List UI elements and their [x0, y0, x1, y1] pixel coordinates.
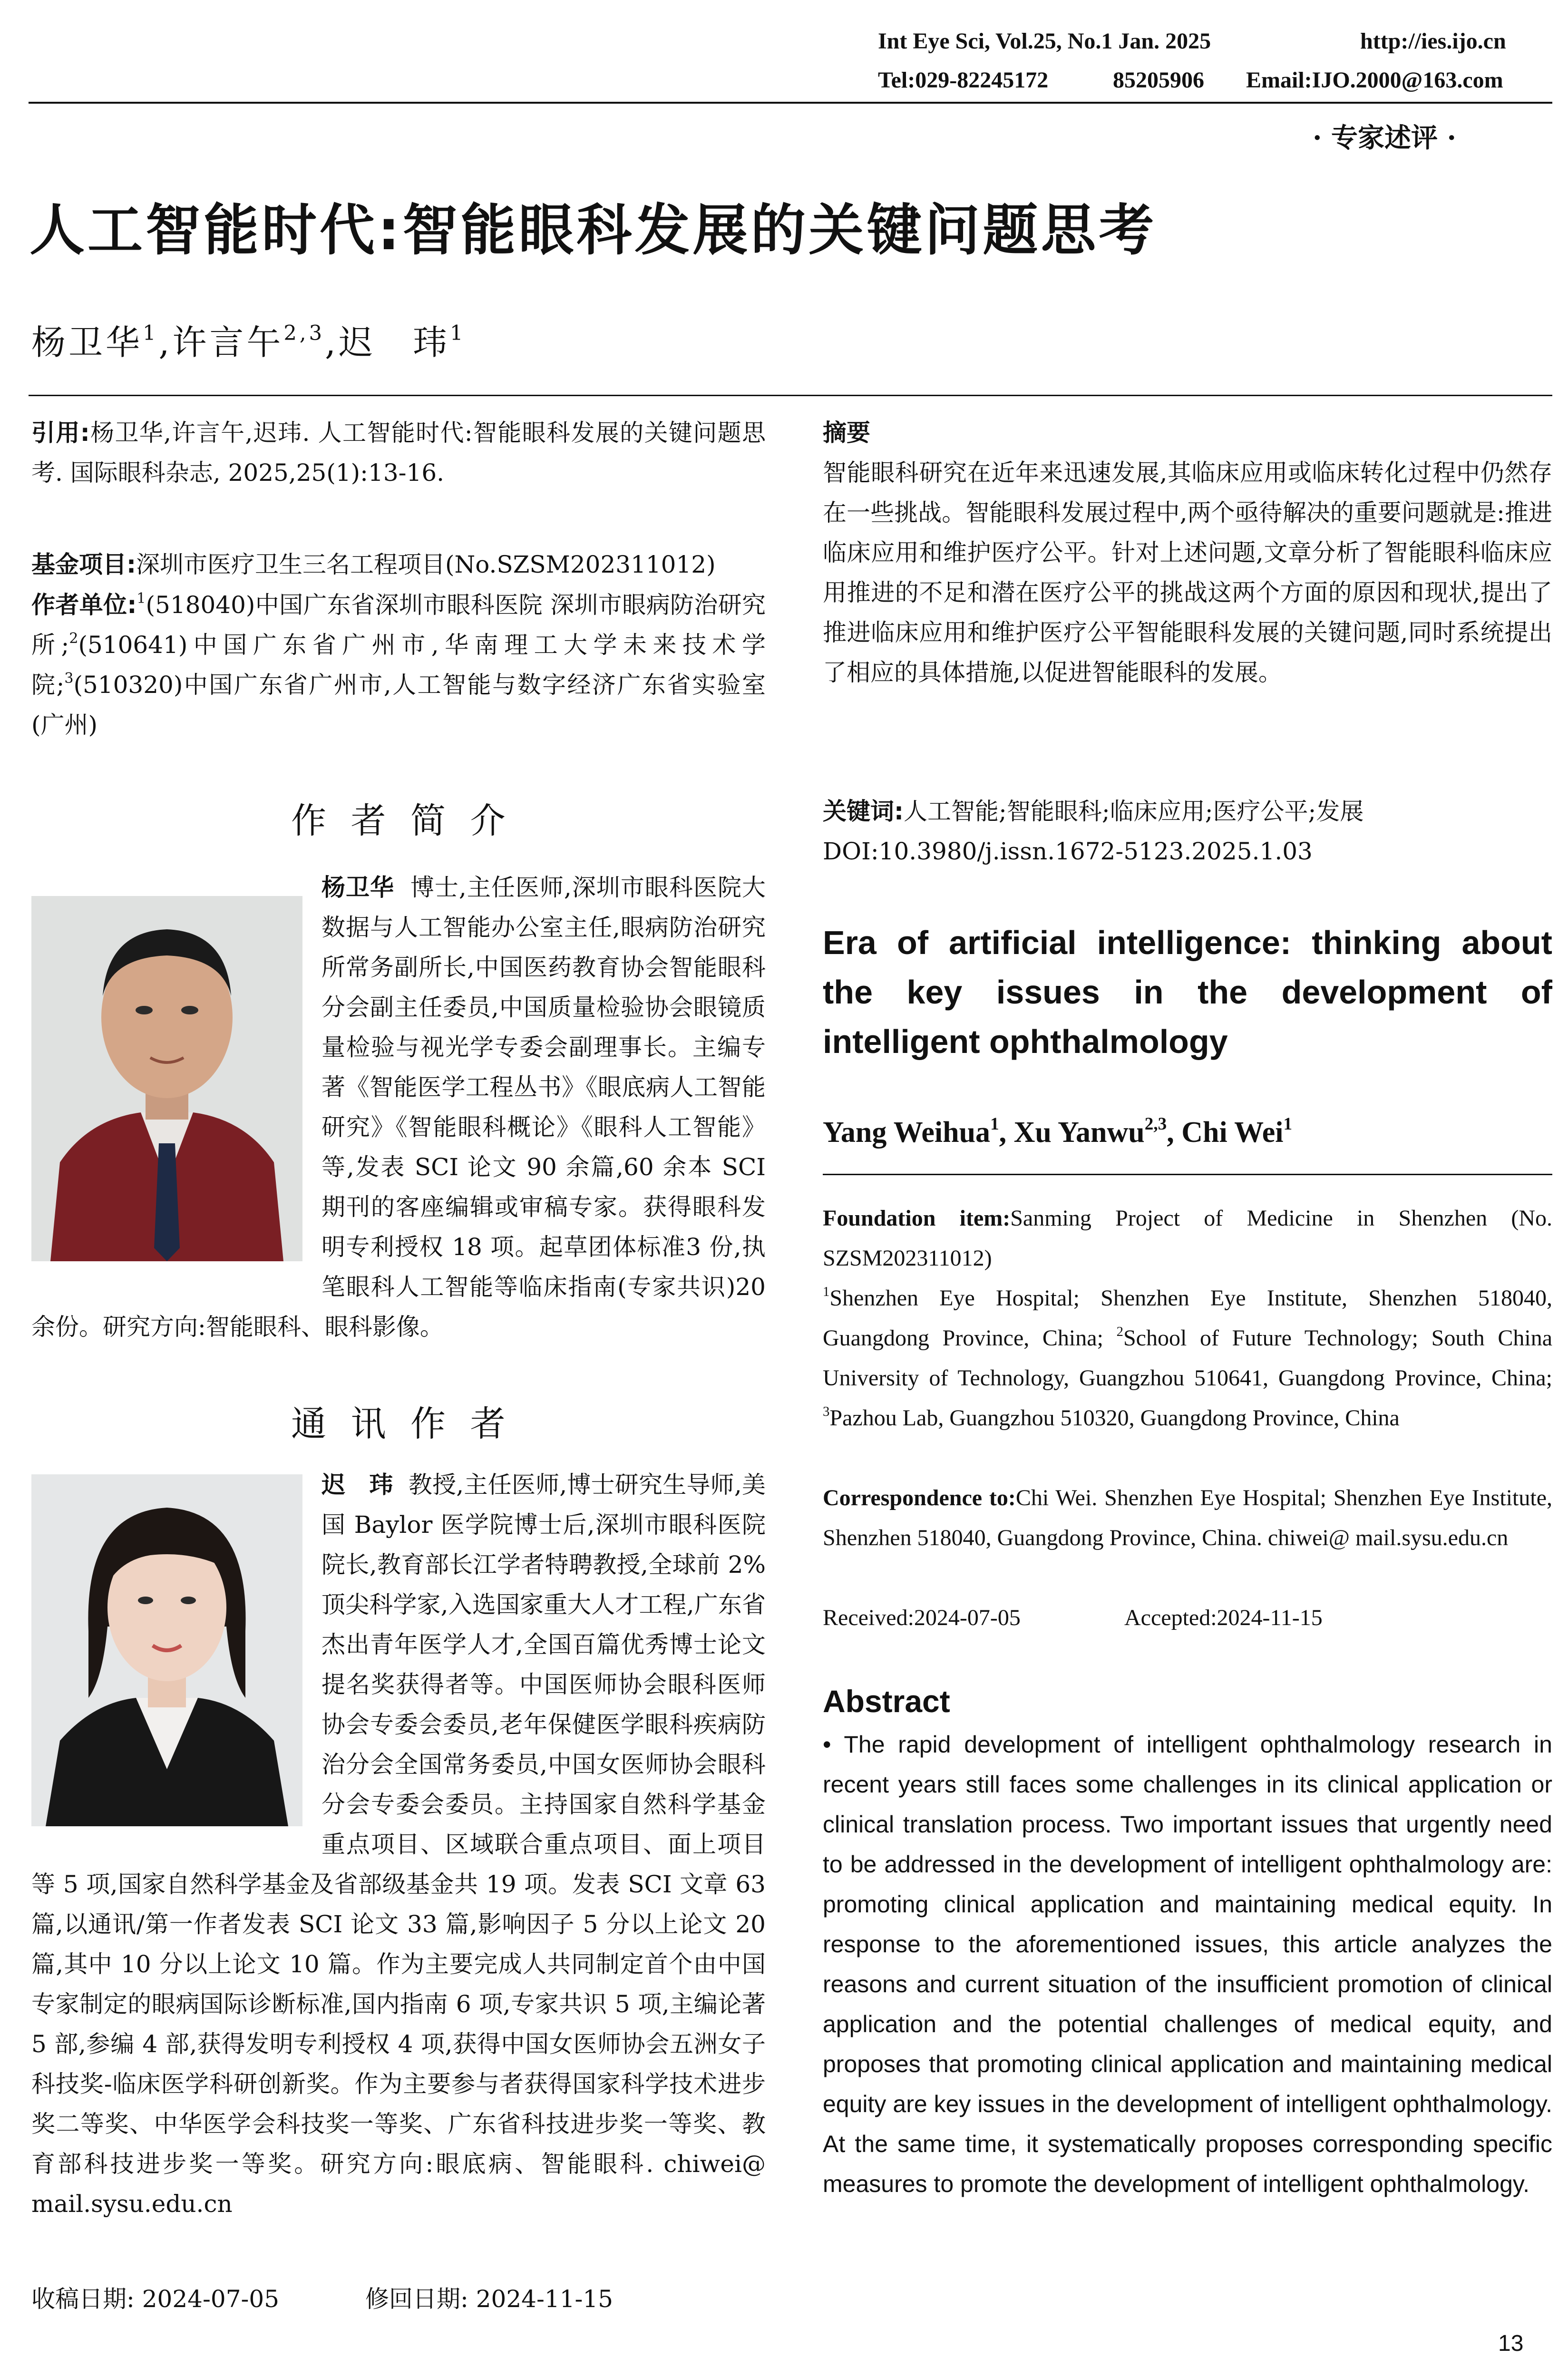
author-sup: 1 [450, 321, 466, 345]
doi[interactable]: DOI:10.3980/j.issn.1672-5123.2025.1.03 [823, 838, 1313, 865]
authors-cn: 杨卫华$^1$,许言午$^{2,3}$,迟 玮$^1$ [31, 321, 466, 362]
received-date-cn: 收稿日期: 2024-07-05 [31, 2285, 280, 2313]
author-sup: 2,3 [1144, 1114, 1167, 1134]
affil-text: School of Future Technology; South China University of Technology, Guangzhou 510641, Guangdong Province, China; [823, 1325, 1552, 1391]
author-name-en: Yang Weihua [823, 1116, 991, 1149]
foundation-label: Foundation item: [823, 1206, 1011, 1231]
affil-sup: 1 [823, 1284, 830, 1299]
foundation-text: Sanming Project of Medicine in Shenzhen (No. SZSM202311012) [823, 1206, 1552, 1271]
correspondence-text: Chi Wei. Shenzhen Eye Hospital; Shenzhen Eye Institute, Shenzhen 518040, Guangdong Province, China. chiwei@ mail.sysu.edu.cn [823, 1485, 1553, 1550]
affil-text: (510641)中国广东省广州市,华南理工大学未来技术学院; [31, 631, 766, 699]
affiliations-en [823, 1278, 1552, 1438]
foundation-en [823, 1198, 1552, 1278]
affil-sup: 3 [64, 670, 74, 687]
authors-en: Yang Weihua$^1$, Xu Yanwu$^{2,3}$, Chi Wei$^1$ [823, 1114, 1293, 1149]
journal-tel2: 85205906 [1113, 68, 1204, 93]
affiliations-cn [31, 585, 766, 745]
keywords-cn [823, 791, 1552, 831]
citation [31, 413, 766, 493]
revised-date-cn: 修回日期: 2024-11-15 [365, 2285, 614, 2313]
keywords-text: 人工智能;智能眼科;临床应用;医疗公平;发展 [904, 798, 1364, 825]
author-sup: 2,3 [283, 321, 325, 345]
affil-sup: 3 [823, 1403, 830, 1419]
abstract-en-heading: Abstract [823, 1684, 950, 1719]
bio-heading-corresponding: 通 讯 作 者 [291, 1403, 512, 1444]
affil-sup: 2 [69, 630, 78, 647]
abstract-cn-text: 智能眼科研究在近年来迅速发展,其临床应用或临床转化过程中仍然存在一些挑战。智能眼科发展过程中,两个亟待解决的重要问题就是:推进临床应用和维护医疗公平。针对上述问题,文章分析了智能眼科临床应用推进的不足和潜在医疗公平的挑战这两个方面的原因和现状,提出了推进临床应用和维护医疗公平智能眼科发展的关键问题,同时系统提出了相应的具体措施,以促进智能眼科的发展。 [823, 459, 1552, 686]
affil-sup: 2 [1116, 1324, 1123, 1339]
citation-text: 杨卫华,许言午,迟玮. 人工智能时代:智能眼科发展的关键问题思考. 国际眼科杂志, 2025,25(1):13-16. [31, 419, 766, 487]
affil-text: Shenzhen Eye Hospital; Shenzhen Eye Institute, Shenzhen 518040, Guangdong Province, China; [823, 1286, 1552, 1351]
fund-text: 深圳市医疗卫生三名工程项目(No.SZSM202311012) [136, 551, 716, 578]
affil-text: (518040)中国广东省深圳市眼科医院 深圳市眼病防治研究所; [31, 591, 766, 659]
received-date-en: Received:2024-07-05 [823, 1605, 1021, 1630]
journal-email[interactable]: Email:IJO.2000@163.com [1246, 68, 1503, 93]
author-name: 许言午 [172, 322, 284, 362]
page-number: 13 [1498, 2331, 1524, 2356]
abstract-en-body: The rapid development of intelligent ophthalmology research in recent years still faces some challenges in its clinical application or clinical translation process. Two important issues that urgently need to be addressed in the development of intelligent ophthalmology are: promoting clinical application and maintaining medical equity. In response to the aforementioned issues, this article analyzes the reasons and current situation of the insufficient promotion of clinical application and the potential challenges of medical equity, and proposes that promoting clinical application and maintaining medical equity are key issues in the development of intelligent ophthalmology. At the same time, it systematically proposes corresponding specific measures to promote the development of intelligent ophthalmology. [823, 1731, 1552, 2197]
bullet-icon: • [823, 1731, 831, 1758]
fund-item [31, 545, 766, 585]
citation-label: 引用: [31, 419, 90, 447]
bio-author-name: 杨卫华 [321, 874, 395, 901]
journal-url[interactable]: http://ies.ijo.cn [1360, 29, 1506, 54]
correspondence-en [823, 1478, 1552, 1558]
bio-heading-author: 作 者 简 介 [291, 800, 512, 841]
authors-en-rule [823, 1174, 1552, 1175]
bio-author-text [31, 867, 766, 1347]
affil-sup: 1 [136, 590, 146, 607]
section-tag: · 专家述评 · [1313, 122, 1456, 154]
title-rule [29, 395, 1552, 396]
author-name: 杨卫华 [31, 322, 143, 362]
author-sup: 1 [1283, 1114, 1293, 1134]
affil-label: 作者单位: [31, 591, 137, 619]
header-rule [29, 102, 1552, 104]
bio-author-body: 博士,主任医师,深圳市眼科医院大数据与人工智能办公室主任,眼病防治研究所常务副所长,中国医药教育协会智能眼科分会副主任委员,中国质量检验协会眼镜质量检验与视光学专委会副理事长。主编专著《智能医学工程丛书》《眼底病人工智能研究》《智能眼科概论》《眼科人工智能》等,发表 SCI 论文 90 余篇,60 余本 SCI 期刊的客座编辑或审稿专家。获得眼科发明专利授权 18 项。起草团体标准3 份,执笔眼科人工智能等临床指南(专家共识)20 余份。研究方向:智能眼科、眼科影像。 [31, 874, 766, 1341]
affil-text: Pazhou Lab, Guangzhou 510320, Guangdong Province, China [829, 1405, 1400, 1431]
bio-corresponding-text [31, 1465, 766, 2224]
abstract-cn-heading: 摘要 [823, 419, 870, 447]
author-name: 迟 玮 [338, 322, 450, 362]
author-name-en: Xu Yanwu [1013, 1116, 1145, 1149]
page-title: 人工智能时代:智能眼科发展的关键问题思考 [29, 198, 1157, 263]
bio-corresponding-body: 教授,主任医师,博士研究生导师,美国 Baylor 医学院博士后,深圳市眼科医院院长,教育部长江学者特聘教授,全球前 2%顶尖科学家,入选国家重大人才工程,广东省杰出青年医学人才,全国百篇优秀博士论文提名奖获得者等。中国医师协会眼科医师协会专委会委员,老年保健医学眼科疾病防治分会全国常务委员,中国女医师协会眼科分会专委会委员。主持国家自然科学基金重点项目、区域联合重点项目、面上项目等 5 项,国家自然科学基金及省部级基金共 19 项。发表 SCI 文章 63 篇,以通讯/第一作者发表 SCI 论文 33 篇,影响因子 5 分以上论文 20 篇,其中 10 分以上论文 10 篇。作为主要完成人共同制定首个由中国专家制定的眼病国际诊断标准,国内指南 6 项,专家共识 5 项,主编论著 5 部,参编 4 部,获得发明专利授权 4 项,获得中国女医师协会五洲女子科技奖-临床医学科研创新奖。作为主要参与者获得国家科学技术进步奖二等奖、中华医学会科技奖一等奖、广东省科技进步奖一等奖、教育部科技进步奖一等奖。研究方向:眼底病、智能眼科. chiwei@ mail.sysu.edu.cn [31, 1471, 766, 2218]
correspondence-label: Correspondence to: [823, 1485, 1016, 1510]
abstract-en-text [823, 1724, 1552, 2204]
bio-corresponding-name: 迟 玮 [321, 1471, 393, 1499]
fund-label: 基金项目: [31, 551, 136, 578]
keywords-label: 关键词: [823, 798, 904, 825]
title-en: Era of artificial intelligence: thinking about the key issues in the development of intelligent ophthalmology [823, 924, 1552, 1060]
author-sup: 1 [990, 1114, 999, 1134]
journal-info: Int Eye Sci, Vol.25, No.1 Jan. 2025 [878, 29, 1211, 54]
author-name-en: Chi Wei [1181, 1116, 1284, 1149]
affil-text: (510320)中国广东省广州市,人工智能与数字经济广东省实验室(广州) [31, 671, 766, 739]
author-sup: 1 [143, 321, 159, 345]
accepted-date-en: Accepted:2024-11-15 [1124, 1605, 1323, 1630]
journal-tel: Tel:029-82245172 [878, 68, 1049, 93]
